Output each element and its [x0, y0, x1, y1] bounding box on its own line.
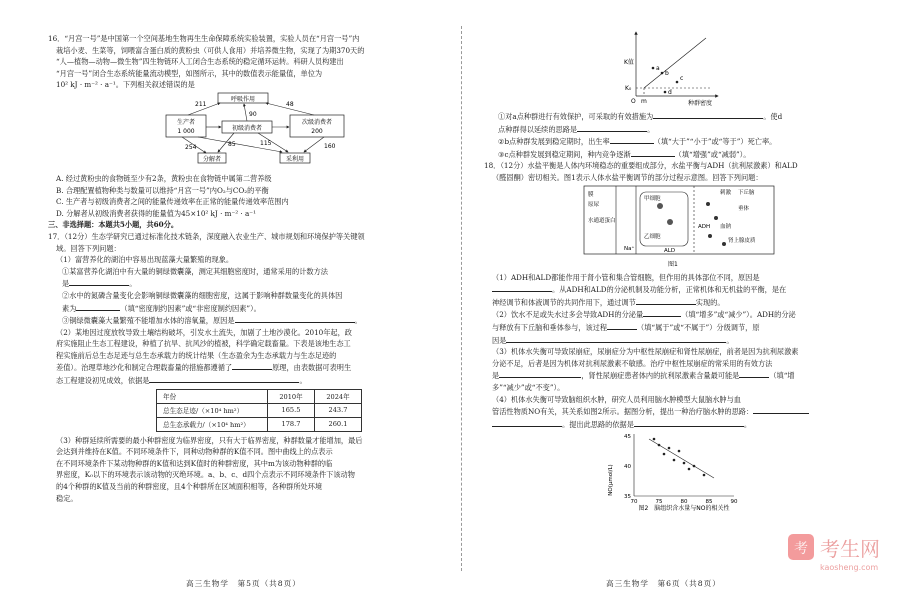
q18-line: 与释放有下丘脑和垂体参与，该过程 （填“属于”或“不属于”）分级调节，原 [492, 322, 760, 332]
q18-line: 神经调节和体液调节的共同作用下，通过调节 实现的。 [492, 297, 725, 307]
q17-line: 17．（12分）生态学研究已通过标准化技术链条，深度融入农业生产、城市规划和环境保护等关键领 [48, 231, 365, 241]
q17-line: （2）某地因过度放牧导致土壤结构破坏，引发水土流失，加剧了土地沙漠化。2010年起，政 [56, 327, 352, 337]
kaosheng-watermark [784, 526, 900, 580]
q17-line: （1）富营养化的湖泊中容易出现蓝藻大量繁殖的现象。 [56, 255, 234, 265]
answer-blank[interactable] [653, 110, 763, 119]
answer-blank[interactable] [631, 148, 675, 157]
q18-line: 。提出此思路的依据是 。 [484, 418, 856, 431]
point-b-label: b [665, 70, 669, 77]
q16-option-a: A. 经过黄粉虫的食物链至少有2条，黄粉虫在食物链中属第二营养级 [56, 173, 272, 183]
q17-line: 在不同环境条件下某动物种群的K值和达到K值时的种群密度，其中m为该动物种群的临 [56, 458, 333, 468]
answer-blank[interactable] [577, 123, 647, 132]
answer-blank[interactable] [634, 418, 744, 427]
section-heading: 三、非选择题：本题共5小题，共60分。 [48, 220, 179, 230]
scatter-point [703, 474, 706, 477]
label-salt: 血钠 [720, 223, 732, 230]
scatter-x-tick: 90 [730, 499, 738, 506]
k0-label: K₀ [625, 85, 632, 92]
q17-line: 是 。 [62, 279, 137, 289]
q16-line: “月宫一号”闭合生态系统能量流动模型，如图所示，其中的数值表示能量值，单位为 [56, 68, 323, 78]
q17-line: 的4个种群的K值及当前的种群密度，且4个种群所在区域面积相等，各种群所处环境 [56, 482, 323, 492]
ecological-footprint-table [156, 389, 362, 432]
figure-1-caption: 图1 [668, 260, 678, 268]
q17-cont-line: ①对a点种群进行有效保护，可采取的有效措施为 。使d [498, 112, 783, 121]
q18-line: （醛固酮）密切相关。图1表示人体水盐平衡调节的部分过程示意图。回答下列问题： [492, 172, 763, 182]
q17-line: 域。回答下列问题： [56, 243, 121, 253]
table-row-label: 总生态足迹/（×10⁴ hm²） [157, 403, 268, 417]
table-header-2010: 2010年 [268, 389, 315, 403]
point-b [661, 72, 664, 75]
q18-line: （4）机体水失衡可导致脑组织水肿，研究人员利用脑水肿模型大鼠脑水肿与血 [492, 394, 741, 404]
label-cell-b: 乙细胞 [644, 233, 661, 240]
q17-line: ②水中的氮磷含量变化会影响铜绿微囊藻的细胞密度，这属于影响种群数量变化的具体因 [62, 290, 343, 300]
k-axis-label: K值 [624, 59, 634, 66]
label-hypothalamus: 下丘脑 [738, 189, 755, 196]
q17-cont-line: 点种群得以延续的思路是 。 [498, 124, 655, 134]
answer-blank[interactable] [499, 369, 581, 378]
q18-line: 。从ADH和ALD的分泌机制及功能分析，正常机体和无机盐的平衡，是在 [484, 283, 856, 296]
q17-cont-line: ②b点种群发展到稳定期时，出生率 （填“大于”“小于”或“等于”）死亡率。 [498, 137, 777, 147]
table-header-year: 年份 [157, 389, 268, 403]
q18-line: （3）机体水失衡可导致尿崩症，尿崩症分为中枢性尿崩症和肾性尿崩症，前者是因为抗利尿激素 [492, 347, 799, 357]
answer-blank[interactable] [753, 405, 809, 414]
point-a [652, 67, 655, 70]
q18-line: 是 ，肾性尿崩症患者体内的抗利尿激素含量最可能是 （填“增 [492, 371, 795, 381]
label-membrane: 膜 [588, 191, 594, 198]
scatter-y-ticks [624, 434, 631, 500]
label-stimulus: 刺激 [720, 189, 732, 196]
q18-line: 分泌不足，后者是因为机体对抗利尿激素不敏感。治疗中枢性尿崩症的常采用的有效方法 [492, 358, 773, 368]
q17-line: 态工程建设初见成效，依据是 。 [56, 376, 307, 386]
scatter-x-tick: 75 [655, 499, 663, 506]
point-d [664, 91, 667, 94]
scatter-trendline [649, 439, 714, 478]
q18-line: 18．（12分）水盐平衡是人体内环境稳态的重要组成部分，水盐平衡与ADH（抗利尿激素）和ALD [484, 161, 798, 171]
q17-line: 差值）。治理草地沙化和制定合理载畜量的措施都遵循了 原理，由表数据可表明生 [56, 363, 352, 373]
scatter-point [653, 438, 656, 441]
answer-blank[interactable] [149, 374, 299, 383]
scatter-point [668, 447, 671, 450]
q18-line: 多”“减少”或“不变”）。 [492, 382, 565, 392]
label-harvest: 采利用 [285, 155, 305, 163]
point-d-label: d [668, 89, 672, 96]
k-value-graph [484, 30, 856, 106]
scatter-x-tick: 85 [705, 499, 713, 506]
table-cell: 260.1 [315, 417, 362, 431]
label-secondary-value: 200 [311, 127, 323, 135]
scatter-y-tick: 40 [624, 464, 631, 471]
svg-text:考: 考 [794, 541, 808, 557]
q17-line: ③铜绿微囊藻大量繁殖不能增加水体的溶氧量，原因是 。 [62, 316, 362, 326]
label-respiration: 呼吸作用 [230, 95, 256, 103]
scatter-y-label: NO(μmol/L) [608, 464, 614, 496]
scatter-point [663, 453, 666, 456]
label-lumen: 原尿 [588, 201, 600, 208]
q17-line: 程实施前后总生态足迹与总生态承载力的统计结果（生态盈余为生态承载力与生态足迹的 [56, 350, 337, 360]
q16-option-d: D. 分解者从初级消费者获得的能量值为45×10² kJ · m⁻² · a⁻¹ [56, 208, 256, 218]
answer-blank[interactable] [610, 135, 654, 144]
q16-line: “人—植物—动物—微生物”四生物链环人工闭合生态系统的稳定循环运转。科研人员构建出 [56, 57, 344, 67]
label-primary-consumer: 初级消费者 [231, 124, 263, 132]
no-water-scatter-chart [484, 430, 856, 512]
value-115: 115 [260, 139, 272, 147]
scatter-x-tick: 70 [630, 499, 638, 506]
q16-line: 栽培小麦、生菜等，饲喂富含蛋白质的黄粉虫（可供人食用）并培养微生物，实现了为期370天的 [56, 45, 365, 55]
q18-line: （1）ADH和ALD都能作用于肾小管和集合管细胞，但作用的具体部位不同，原因是 [492, 272, 760, 282]
density-axis-label: 种群密度 [688, 100, 713, 106]
answer-blank[interactable] [739, 369, 769, 378]
point-c [676, 81, 679, 84]
scatter-point [673, 459, 676, 462]
table-cell: 165.5 [268, 403, 315, 417]
q17-line: 府实施阻止生态工程建设，种植了抗旱、抗风沙的植被，科学确定载畜量。下表是该地生态工 [56, 339, 351, 349]
label-cell-a: 甲细胞 [644, 195, 661, 202]
watermark-brand: 考生网 [820, 537, 880, 561]
q17-line: 素为 （填“密度制约因素”或“非密度制约因素”）。 [62, 303, 261, 313]
origin-label: O [631, 98, 636, 105]
answer-blank[interactable] [69, 277, 129, 286]
value-211: 211 [195, 100, 207, 108]
scatter-x-tick: 80 [680, 499, 688, 506]
label-producer-value: 1 000 [177, 127, 195, 135]
left-column [48, 33, 440, 504]
page-divider [461, 26, 462, 571]
m-label: m [641, 98, 647, 105]
answer-blank[interactable] [636, 296, 696, 305]
table-row-label: 总生态承载力/（×10⁴ hm²） [157, 417, 268, 431]
label-producer: 生产者 [176, 118, 196, 126]
answer-blank[interactable] [76, 302, 120, 311]
figure-2-caption: 图2 脑组织含水量与NO的相关性 [638, 505, 730, 513]
scatter-y-tick: 45 [624, 434, 631, 441]
answer-blank[interactable] [492, 283, 552, 292]
value-254: 254 [185, 143, 197, 151]
watermark-url: kaosheng.com [820, 563, 879, 572]
q17-line: （3）种群延续所需要的最小种群密度为临界密度，只有大于临界密度，种群数量才能增加，最后 [56, 435, 363, 445]
point-c-label: c [680, 75, 684, 82]
answer-blank[interactable] [643, 308, 681, 317]
scatter-y-tick: 35 [624, 494, 631, 501]
table-cell: 243.7 [315, 403, 362, 417]
q18-line: （2）饮水不足或失水过多会导致ADH的分泌量 （填“增多”或“减少”）。ADH的分泌 [492, 310, 796, 320]
q16-option-c: C. 生产者与初级消费者之间的能量传递效率在正常的能量传递效率范围内 [56, 197, 289, 207]
footer-page-5: 高三生物学 第5页（共8页） [186, 579, 301, 588]
value-85: 85 [228, 140, 236, 148]
q17-cont-line: ③c点种群发展到稳定期间，种内竞争逐渐 （填“增强”或“减弱”）。 [498, 149, 751, 159]
footer-page-6: 高三生物学 第6页（共8页） [606, 579, 721, 588]
label-ald: ALD [664, 247, 676, 254]
label-pituitary: 垂体 [738, 205, 750, 212]
scatter-point [683, 462, 686, 465]
right-column [484, 30, 856, 516]
scatter-point [688, 468, 691, 471]
energy-flow-diagram [48, 91, 440, 169]
water-salt-regulation-figure [484, 184, 856, 268]
table-cell: 178.7 [268, 417, 315, 431]
label-secondary-consumer: 次级消费者 [301, 118, 333, 126]
value-90: 90 [249, 110, 257, 118]
q17-line: 会达到并维持在K值。不同环境条件下，同种动物种群的K值不同。图中曲线上的点表示 [56, 447, 333, 457]
label-na: Na⁺ [624, 245, 635, 252]
q18-line: 管活性物质NO有关，其关系如图2所示。据图分析，提出一种治疗脑水肿的思路： [484, 405, 856, 418]
q16-line: 16．“月宫一号”是中国第一个空间基地生物再生生命保障系统实验装置，实验人员在“月宫一号”内 [48, 34, 360, 43]
answer-blank[interactable] [506, 334, 726, 343]
q18-line: 因是 。 [492, 335, 734, 345]
q16-line: 10² kJ · m⁻² · a⁻¹。下列相关叙述错误的是 [56, 80, 195, 90]
q17-line: 稳定。 [56, 493, 78, 503]
q17-line: ①某富营养化湖泊中有大量的铜绿微囊藻，测定其细胞密度时，通常采用的计数方法 [62, 266, 328, 276]
scatter-point [678, 450, 681, 453]
value-160: 160 [324, 142, 336, 150]
answer-blank[interactable] [607, 321, 637, 330]
label-adrenal: 肾上腺皮质 [728, 237, 756, 244]
q17-line: 界密度，K₀以下的环境表示该动物的灭绝环境。a、b、c、d四个点表示不同环境条件下该动物 [56, 470, 355, 480]
point-a-label: a [656, 65, 660, 72]
answer-blank[interactable] [492, 418, 562, 427]
value-48: 48 [286, 100, 294, 108]
answer-blank[interactable] [235, 314, 355, 323]
answer-blank[interactable] [232, 361, 272, 370]
label-adh: ADH [698, 223, 711, 230]
label-channel: 水通道蛋白 [588, 217, 616, 224]
q16-option-b: B. 合理配置植物种类与数量可以维持“月宫一号”内O₂与CO₂的平衡 [56, 185, 269, 195]
table-header-2024: 2024年 [315, 389, 362, 403]
label-decomposer: 分解者 [202, 155, 222, 163]
